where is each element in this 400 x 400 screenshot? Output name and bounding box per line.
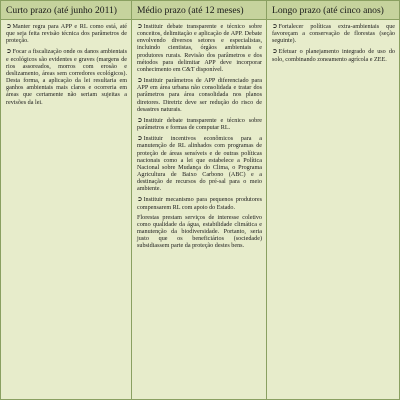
column-body <box>132 20 266 251</box>
arrow-right-icon: ➲ <box>137 115 143 124</box>
arrow-right-icon: ➲ <box>137 134 143 143</box>
column-long-term <box>267 1 399 399</box>
item-text: Instituir incentivos econômicos para a manutenção de RL alinhados com programas de proteção de áreas sensíveis e de outras políticas nacionais como a lei que estabelece a Política Nacional sobre Mudança do Clima, o Programa Agricultura de Baixo Carbono (ABC) e a destinação de recursos do pré-sal para o meio ambiente. <box>137 136 262 193</box>
list-item <box>137 135 262 193</box>
arrow-right-icon: ➲ <box>6 22 12 30</box>
item-text: Efetuar o planejamento integrado de uso do solo, combinando zoneamento agrícola e ZEE. <box>272 49 395 63</box>
item-text: Focar a fiscalização onde os danos ambientais e ecológicos são evidentes e graves (margens de rios assoreados, morros com erosão e deslizamento, áreas sem corredores ecológicos). Desta forma, a aplicação da lei resultaria em ganhos ambientais mais claros e ocorreria em áreas que certamente não seriam sujeitas a revisões da lei. <box>6 49 127 106</box>
arrow-right-icon: ➲ <box>6 47 12 56</box>
column-header: Curto prazo (até junho 2011) <box>1 1 131 20</box>
item-text: Fortalecer políticas extra-ambientais que favoreçam a conservação de florestas (seção seguinte). <box>272 24 395 45</box>
column-body <box>1 20 131 107</box>
arrow-right-icon: ➲ <box>137 22 143 30</box>
item-text: Instituir parâmetros de APP diferenciado para APP em área urbana não consolidada e tratar dos parâmetros para área consolidada nos planos diretores. Diretriz deve ser redução do risco de desastres naturais. <box>137 78 262 113</box>
arrow-right-icon: ➲ <box>137 195 143 204</box>
column-body <box>267 20 399 64</box>
item-text: Instituir mecanismo para pequenos produtores compensarem RL com apoio do Estado. <box>137 197 262 211</box>
list-item <box>272 48 395 63</box>
list-item <box>6 23 127 45</box>
list-item <box>6 48 127 106</box>
arrow-right-icon: ➲ <box>137 76 143 85</box>
list-item <box>137 117 262 132</box>
arrow-right-icon: ➲ <box>272 22 278 30</box>
column-short-term <box>1 1 132 399</box>
list-item <box>137 77 262 114</box>
list-item <box>137 215 262 251</box>
item-text: Manter regra para APP e RL como está, até que seja feita revisão técnica dos parâmetros de proteção. <box>6 24 127 45</box>
list-item <box>137 196 262 211</box>
item-text: Instituir debate transparente e técnico sobre conceitos, delimitação e aplicação de APP. Debate envolvendo diversos setores e especialistas, incluindo cientistas, órgãos ambientais e produtores rurais. Revisão dos parâmetros e dos métodos para delimitar APP deve incorporar conhecimento em C&T disponível. <box>137 24 262 73</box>
list-item <box>137 23 262 74</box>
item-text: Florestas prestam serviços de interesse coletivo como qualidade da água, estabilidade climática e manutenção da biodiversidade. Portanto, seria justo que os beneficiários (sociedade) subsidiassem parte da proteção destes bens. <box>137 214 262 250</box>
column-header: Médio prazo (até 12 meses) <box>132 1 266 20</box>
item-text: Instituir debate transparente e técnico sobre parâmetros e formas de computar RL. <box>137 117 262 132</box>
column-medium-term <box>132 1 267 399</box>
list-item <box>272 23 395 45</box>
column-header: Longo prazo (até cinco anos) <box>267 1 399 20</box>
arrow-right-icon: ➲ <box>272 47 278 56</box>
